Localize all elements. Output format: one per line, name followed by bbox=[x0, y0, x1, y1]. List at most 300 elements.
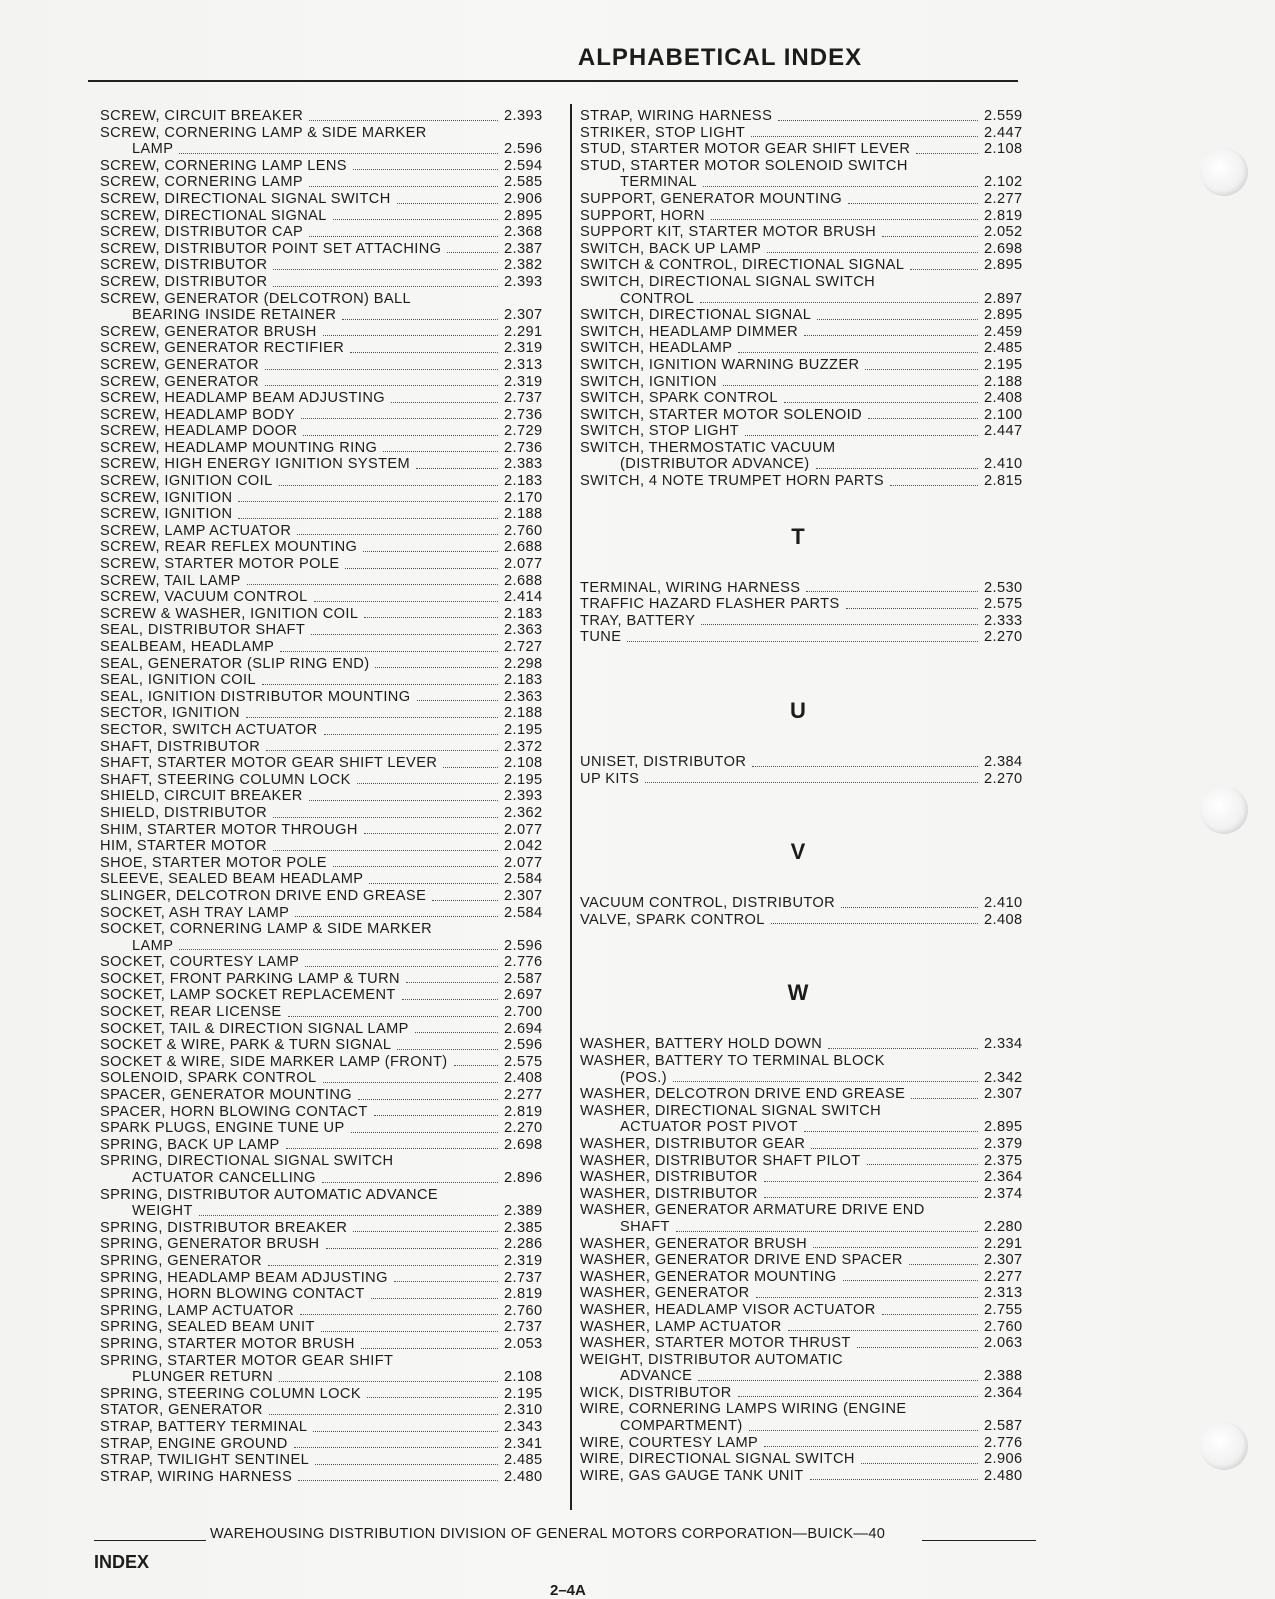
entry-name: SCREW, STARTER MOTOR POLE bbox=[100, 556, 340, 573]
leader-dots bbox=[333, 217, 498, 220]
entry-name: SPRING, STARTER MOTOR GEAR SHIFT bbox=[100, 1352, 394, 1369]
entry-name: SHAFT, STEERING COLUMN LOCK bbox=[100, 771, 351, 788]
index-entry bbox=[580, 1086, 1036, 1103]
index-entry bbox=[100, 208, 556, 225]
entry-name: SOCKET, TAIL & DIRECTION SIGNAL LAMP bbox=[100, 1020, 409, 1037]
entry-name: TRAFFIC HAZARD FLASHER PARTS bbox=[580, 596, 840, 613]
column-divider bbox=[570, 104, 572, 1510]
entry-name: STRAP, TWILIGHT SENTINEL bbox=[100, 1452, 310, 1469]
index-entry bbox=[100, 722, 556, 739]
leader-dots bbox=[784, 400, 978, 403]
section-letter-v: V bbox=[790, 839, 806, 865]
index-entry bbox=[100, 257, 556, 274]
index-entry bbox=[580, 1352, 1036, 1385]
leader-dots bbox=[771, 921, 978, 924]
entry-name: SPRING, STEERING COLUMN LOCK bbox=[100, 1385, 361, 1402]
entry-name: STRAP, WIRING HARNESS bbox=[100, 1468, 293, 1485]
leader-dots bbox=[322, 1180, 498, 1183]
leader-dots bbox=[738, 1394, 978, 1397]
entry-name: SWITCH, HEADLAMP bbox=[580, 340, 733, 357]
entry-name: SCREW, CORNERING LAMP & SIDE MARKER bbox=[100, 124, 427, 141]
leader-dots bbox=[806, 589, 978, 592]
entry-page: 2.819 bbox=[504, 1103, 543, 1120]
entry-name: SPRING, HORN BLOWING CONTACT bbox=[100, 1286, 365, 1303]
leader-dots bbox=[303, 433, 498, 436]
entry-name: SCREW, DIRECTIONAL SIGNAL SWITCH bbox=[100, 190, 391, 207]
entry-name: SCREW, IGNITION COIL bbox=[100, 473, 273, 490]
entry-page: 2.077 bbox=[504, 854, 543, 871]
entry-name: SPRING, DISTRIBUTOR AUTOMATIC ADVANCE bbox=[100, 1186, 439, 1203]
leader-dots bbox=[676, 1229, 978, 1232]
index-entry bbox=[580, 754, 1036, 771]
leader-dots bbox=[443, 765, 498, 768]
index-entry bbox=[580, 613, 1036, 630]
section-s-list bbox=[580, 108, 1036, 490]
leader-dots bbox=[406, 980, 498, 983]
leader-dots bbox=[911, 1096, 978, 1099]
entry-name: SCREW, GENERATOR (DELCOTRON) BALL bbox=[100, 290, 412, 307]
entry-page: 2.052 bbox=[984, 224, 1023, 241]
leader-dots bbox=[333, 864, 498, 867]
entry-name: STRAP, WIRING HARNESS bbox=[580, 108, 773, 124]
entry-page: 2.183 bbox=[504, 605, 543, 622]
entry-name: SCREW, CORNERING LAMP bbox=[100, 174, 304, 191]
index-entry bbox=[100, 905, 556, 922]
index-entry bbox=[100, 241, 556, 258]
index-entry bbox=[580, 895, 1036, 912]
index-entry bbox=[100, 340, 556, 357]
entry-name: TUNE bbox=[580, 629, 622, 646]
entry-name: WASHER, HEADLAMP VISOR ACTUATOR bbox=[580, 1301, 876, 1318]
index-entry bbox=[100, 639, 556, 656]
leader-dots bbox=[288, 1014, 498, 1017]
entry-name: SCREW, HEADLAMP BODY bbox=[100, 406, 296, 423]
entry-page: 2.819 bbox=[984, 207, 1023, 224]
entry-page: 2.596 bbox=[504, 141, 543, 158]
index-entry bbox=[580, 1401, 1036, 1434]
index-entry bbox=[580, 1335, 1036, 1352]
entry-name: UP KITS bbox=[580, 770, 640, 787]
entry-page: 2.897 bbox=[984, 290, 1023, 307]
leader-dots bbox=[324, 732, 498, 735]
entry-name: UNISET, DISTRIBUTOR bbox=[580, 754, 747, 771]
index-entry bbox=[100, 888, 556, 905]
leader-dots bbox=[698, 1378, 978, 1381]
entry-name: SPRING, LAMP ACTUATOR bbox=[100, 1302, 295, 1319]
section-w-list bbox=[580, 1036, 1036, 1484]
leader-dots bbox=[326, 1246, 499, 1249]
entry-page: 2.372 bbox=[504, 738, 543, 755]
leader-dots bbox=[265, 383, 498, 386]
leader-dots bbox=[286, 1146, 498, 1149]
index-entry bbox=[580, 1468, 1036, 1485]
index-entry bbox=[580, 1302, 1036, 1319]
index-entry bbox=[100, 407, 556, 424]
index-entry bbox=[580, 1236, 1036, 1253]
leader-dots bbox=[857, 1345, 978, 1348]
entry-page: 2.100 bbox=[984, 406, 1023, 423]
entry-name: SEAL, GENERATOR (SLIP RING END) bbox=[100, 655, 370, 672]
index-entry bbox=[100, 606, 556, 623]
leader-dots bbox=[804, 1129, 978, 1132]
leader-dots bbox=[301, 416, 498, 419]
index-entry bbox=[100, 191, 556, 208]
index-entry bbox=[580, 1385, 1036, 1402]
entry-name: SPACER, GENERATOR MOUNTING bbox=[100, 1087, 353, 1104]
title-rule bbox=[88, 80, 1018, 82]
leader-dots bbox=[828, 1046, 978, 1049]
leader-dots bbox=[364, 831, 498, 834]
leader-dots bbox=[374, 1113, 498, 1116]
page-title: ALPHABETICAL INDEX bbox=[577, 44, 863, 71]
entry-page: 2.737 bbox=[504, 1269, 543, 1286]
leader-dots bbox=[816, 466, 979, 469]
entry-page: 2.410 bbox=[984, 895, 1023, 912]
leader-dots bbox=[749, 1428, 978, 1431]
entry-page: 2.459 bbox=[984, 323, 1023, 340]
index-entry bbox=[580, 1202, 1036, 1235]
entry-page: 2.374 bbox=[984, 1185, 1023, 1202]
leader-dots bbox=[323, 333, 498, 336]
entry-name: SPRING, BACK UP LAMP bbox=[100, 1136, 280, 1153]
entry-name: SCREW, DISTRIBUTOR bbox=[100, 257, 268, 274]
entry-page: 2.195 bbox=[504, 1385, 543, 1402]
leader-dots bbox=[397, 201, 498, 204]
entry-name: TRAY, BATTERY bbox=[580, 612, 696, 629]
index-entry bbox=[100, 871, 556, 888]
entry-name: STRAP, BATTERY TERMINAL bbox=[100, 1418, 308, 1435]
leader-dots bbox=[910, 267, 978, 270]
leader-dots bbox=[397, 1047, 498, 1050]
leader-dots bbox=[764, 1179, 978, 1182]
entry-page: 2.698 bbox=[984, 240, 1023, 257]
entry-name: SPRING, GENERATOR bbox=[100, 1252, 262, 1269]
leader-dots bbox=[846, 606, 978, 609]
entry-name: SCREW, HEADLAMP DOOR bbox=[100, 423, 298, 440]
entry-page: 2.530 bbox=[984, 579, 1023, 596]
section-letter-t: T bbox=[791, 523, 805, 549]
index-entry bbox=[100, 324, 556, 341]
entry-name: WASHER, STARTER MOTOR THRUST bbox=[580, 1335, 851, 1352]
entry-page: 2.480 bbox=[984, 1467, 1023, 1484]
leader-dots bbox=[391, 400, 498, 403]
leader-dots bbox=[179, 151, 498, 154]
index-entry bbox=[100, 689, 556, 706]
leader-dots bbox=[342, 317, 498, 320]
index-entry bbox=[580, 629, 1036, 646]
leader-dots bbox=[383, 449, 498, 452]
entry-page: 2.307 bbox=[504, 307, 543, 324]
leader-dots bbox=[767, 250, 978, 253]
entry-page: 2.587 bbox=[504, 970, 543, 987]
entry-name: SHIELD, CIRCUIT BREAKER bbox=[100, 788, 303, 805]
entry-page: 2.760 bbox=[504, 522, 543, 539]
entry-page: 2.480 bbox=[504, 1468, 543, 1485]
index-entry bbox=[100, 174, 556, 191]
entry-name: SWITCH, HEADLAMP DIMMER bbox=[580, 323, 799, 340]
index-entry bbox=[100, 390, 556, 407]
index-entry bbox=[100, 1286, 556, 1303]
leader-dots bbox=[238, 499, 498, 502]
index-entry bbox=[580, 141, 1036, 158]
entry-name: SECTOR, SWITCH ACTUATOR bbox=[100, 721, 318, 738]
index-entry bbox=[580, 257, 1036, 274]
entry-continuation: SHAFT bbox=[620, 1218, 670, 1235]
entry-page: 2.388 bbox=[984, 1368, 1023, 1385]
leader-dots bbox=[309, 234, 498, 237]
entry-page: 2.727 bbox=[504, 639, 543, 655]
entry-name: SWITCH, DIRECTIONAL SIGNAL SWITCH bbox=[580, 273, 876, 290]
entry-name: WEIGHT, DISTRIBUTOR AUTOMATIC bbox=[580, 1351, 843, 1368]
entry-name: TERMINAL, WIRING HARNESS bbox=[580, 579, 801, 596]
leader-dots bbox=[273, 284, 498, 287]
leader-dots bbox=[841, 905, 978, 908]
entry-name: HIM, STARTER MOTOR bbox=[100, 838, 267, 855]
index-entry bbox=[580, 771, 1036, 788]
entry-page: 2.362 bbox=[504, 804, 543, 821]
entry-page: 2.108 bbox=[504, 755, 543, 772]
leader-dots bbox=[262, 682, 498, 685]
leader-dots bbox=[417, 698, 499, 701]
entry-page: 2.195 bbox=[504, 721, 543, 738]
index-entry bbox=[580, 912, 1036, 929]
entry-page: 2.895 bbox=[984, 1119, 1023, 1136]
entry-name: SCREW & WASHER, IGNITION COIL bbox=[100, 605, 359, 622]
leader-dots bbox=[353, 167, 498, 170]
leader-dots bbox=[804, 333, 978, 336]
leader-dots bbox=[788, 1328, 978, 1331]
entry-name: SUPPORT KIT, STARTER MOTOR BRUSH bbox=[580, 224, 877, 241]
entry-page: 2.755 bbox=[984, 1301, 1023, 1318]
entry-page: 2.307 bbox=[984, 1252, 1023, 1269]
entry-continuation: COMPARTMENT) bbox=[620, 1418, 743, 1435]
entry-name: SPRING, HEADLAMP BEAM ADJUSTING bbox=[100, 1269, 388, 1286]
leader-dots bbox=[627, 639, 978, 642]
entry-name: SWITCH, STARTER MOTOR SOLENOID bbox=[580, 406, 863, 423]
leader-dots bbox=[246, 715, 498, 718]
entry-page: 2.382 bbox=[504, 257, 543, 274]
index-entry bbox=[100, 1386, 556, 1403]
entry-page: 2.697 bbox=[504, 987, 543, 1004]
entry-name: WASHER, BATTERY TO TERMINAL BLOCK bbox=[580, 1053, 885, 1069]
entry-page: 2.270 bbox=[504, 1120, 543, 1137]
index-entry bbox=[100, 1137, 556, 1154]
index-entry bbox=[100, 423, 556, 440]
index-entry bbox=[100, 1270, 556, 1287]
entry-page: 2.410 bbox=[984, 456, 1023, 473]
entry-page: 2.042 bbox=[504, 838, 543, 855]
entry-page: 2.819 bbox=[504, 1286, 543, 1303]
entry-name: SCREW, DISTRIBUTOR bbox=[100, 273, 268, 290]
entry-page: 2.485 bbox=[504, 1452, 543, 1469]
entry-name: WIRE, COURTESY LAMP bbox=[580, 1434, 759, 1451]
leader-dots bbox=[865, 367, 978, 370]
entry-page: 2.270 bbox=[984, 629, 1023, 646]
leader-dots bbox=[843, 1278, 978, 1281]
entry-name: WASHER, BATTERY HOLD DOWN bbox=[580, 1036, 823, 1053]
index-entry bbox=[100, 523, 556, 540]
entry-page: 2.291 bbox=[984, 1235, 1023, 1252]
index-entry bbox=[100, 357, 556, 374]
entry-name: SPRING, DIRECTIONAL SIGNAL SWITCH bbox=[100, 1153, 394, 1170]
index-entry bbox=[580, 108, 1036, 125]
index-entry bbox=[580, 1252, 1036, 1269]
entry-page: 2.319 bbox=[504, 340, 543, 357]
entry-page: 2.270 bbox=[984, 770, 1023, 787]
entry-name: WASHER, GENERATOR BRUSH bbox=[580, 1235, 808, 1252]
index-entry bbox=[100, 954, 556, 971]
entry-page: 2.760 bbox=[984, 1318, 1023, 1335]
index-entry bbox=[580, 1169, 1036, 1186]
index-entry bbox=[100, 772, 556, 789]
index-entry bbox=[580, 580, 1036, 597]
entry-continuation: ACTUATOR POST PIVOT bbox=[620, 1119, 798, 1136]
entry-name: WASHER, DISTRIBUTOR SHAFT PILOT bbox=[580, 1152, 861, 1169]
entry-name: SEALBEAM, HEADLAMP bbox=[100, 639, 275, 655]
index-entry bbox=[100, 1153, 556, 1186]
entry-continuation: PLUNGER RETURN bbox=[132, 1369, 274, 1386]
entry-page: 2.737 bbox=[504, 1319, 543, 1336]
entry-page: 2.408 bbox=[984, 911, 1023, 928]
entry-name: WICK, DISTRIBUTOR bbox=[580, 1384, 732, 1401]
index-entry bbox=[580, 1435, 1036, 1452]
index-entry bbox=[100, 1004, 556, 1021]
leader-dots bbox=[273, 848, 498, 851]
index-entry bbox=[580, 1451, 1036, 1468]
index-entry bbox=[100, 705, 556, 722]
leader-dots bbox=[297, 532, 498, 535]
leader-dots bbox=[394, 1279, 498, 1282]
entry-name: SCREW, IGNITION bbox=[100, 489, 233, 506]
entry-name: SCREW, TAIL LAMP bbox=[100, 572, 241, 589]
index-entry bbox=[580, 440, 1036, 473]
index-entry bbox=[580, 1285, 1036, 1302]
leader-dots bbox=[882, 234, 978, 237]
entry-page: 2.485 bbox=[984, 340, 1023, 357]
page-number: 2–4A bbox=[550, 1582, 586, 1599]
index-entry bbox=[100, 291, 556, 324]
index-entry bbox=[580, 340, 1036, 357]
entry-page: 2.310 bbox=[504, 1402, 543, 1419]
entry-page: 2.393 bbox=[504, 273, 543, 290]
entry-continuation: (POS.) bbox=[620, 1069, 667, 1086]
entry-page: 2.307 bbox=[504, 887, 543, 904]
leader-dots bbox=[357, 781, 498, 784]
leader-dots bbox=[309, 118, 498, 121]
entry-continuation: ADVANCE bbox=[620, 1368, 693, 1385]
entry-page: 2.077 bbox=[504, 821, 543, 838]
leader-dots bbox=[311, 632, 498, 635]
entry-name: SCREW, DIRECTIONAL SIGNAL bbox=[100, 207, 327, 224]
entry-page: 2.584 bbox=[504, 904, 543, 921]
entry-name: WIRE, GAS GAUGE TANK UNIT bbox=[580, 1467, 804, 1484]
entry-page: 2.736 bbox=[504, 406, 543, 423]
entry-name: WASHER, GENERATOR DRIVE END SPACER bbox=[580, 1252, 903, 1269]
leader-dots bbox=[703, 184, 978, 187]
leader-dots bbox=[238, 516, 498, 519]
entry-page: 2.700 bbox=[504, 1004, 543, 1021]
leader-dots bbox=[745, 433, 978, 436]
leader-dots bbox=[890, 483, 978, 486]
entry-name: SLINGER, DELCOTRON DRIVE END GREASE bbox=[100, 887, 427, 904]
entry-name: SWITCH, IGNITION bbox=[580, 373, 717, 390]
leader-dots bbox=[363, 549, 498, 552]
entry-page: 2.102 bbox=[984, 174, 1023, 191]
entry-name: SOLENOID, SPARK CONTROL bbox=[100, 1070, 317, 1087]
entry-name: SOCKET, LAMP SOCKET REPLACEMENT bbox=[100, 987, 396, 1004]
index-entry bbox=[100, 158, 556, 175]
index-entry bbox=[100, 739, 556, 756]
entry-name: WASHER, DISTRIBUTOR bbox=[580, 1169, 758, 1186]
entry-name: WASHER, DISTRIBUTOR bbox=[580, 1185, 758, 1202]
entry-name: SCREW, DISTRIBUTOR POINT SET ATTACHING bbox=[100, 240, 442, 257]
leader-dots bbox=[273, 267, 498, 270]
entry-name: SOCKET, COURTESY LAMP bbox=[100, 954, 300, 971]
index-entry bbox=[580, 1269, 1036, 1286]
leader-dots bbox=[321, 1329, 498, 1332]
index-entry bbox=[580, 241, 1036, 258]
index-entry bbox=[580, 1153, 1036, 1170]
entry-page: 2.896 bbox=[504, 1170, 543, 1186]
leader-dots bbox=[315, 1462, 498, 1465]
entry-page: 2.363 bbox=[504, 622, 543, 639]
section-v-list bbox=[580, 895, 1036, 928]
entry-page: 2.319 bbox=[504, 373, 543, 390]
entry-continuation: (DISTRIBUTOR ADVANCE) bbox=[620, 456, 810, 473]
index-entry bbox=[100, 656, 556, 673]
entry-page: 2.291 bbox=[504, 323, 543, 340]
entry-page: 2.447 bbox=[984, 423, 1023, 440]
leader-dots bbox=[738, 350, 978, 353]
entry-name: VACUUM CONTROL, DISTRIBUTOR bbox=[580, 895, 836, 912]
section-letter-w: W bbox=[787, 980, 809, 1006]
entry-name: SCREW, CORNERING LAMP LENS bbox=[100, 157, 347, 174]
index-entry bbox=[100, 838, 556, 855]
entry-name: STUD, STARTER MOTOR GEAR SHIFT LEVER bbox=[580, 141, 911, 158]
index-entry bbox=[100, 224, 556, 241]
index-entry bbox=[100, 440, 556, 457]
leader-dots bbox=[300, 1312, 498, 1315]
entry-page: 2.375 bbox=[984, 1152, 1023, 1169]
leader-dots bbox=[778, 118, 978, 121]
leader-dots bbox=[369, 881, 498, 884]
entry-page: 2.383 bbox=[504, 456, 543, 473]
index-entry bbox=[580, 191, 1036, 208]
index-entry bbox=[100, 1120, 556, 1137]
index-entry bbox=[580, 125, 1036, 142]
index-entry bbox=[580, 208, 1036, 225]
entry-page: 2.363 bbox=[504, 688, 543, 705]
entry-name: WASHER, GENERATOR MOUNTING bbox=[580, 1268, 837, 1285]
entry-name: STATOR, GENERATOR bbox=[100, 1402, 263, 1419]
section-t-list bbox=[580, 580, 1036, 646]
entry-page: 2.307 bbox=[984, 1086, 1023, 1103]
section-label: INDEX bbox=[94, 1552, 150, 1572]
index-entry bbox=[100, 556, 556, 573]
entry-name: SECTOR, IGNITION bbox=[100, 705, 240, 722]
index-entry bbox=[100, 456, 556, 473]
leader-dots bbox=[323, 1080, 498, 1083]
entry-name: SCREW, HEADLAMP BEAM ADJUSTING bbox=[100, 390, 386, 407]
entry-page: 2.280 bbox=[984, 1218, 1023, 1235]
entry-page: 2.760 bbox=[504, 1302, 543, 1319]
index-entry bbox=[580, 1319, 1036, 1336]
entry-name: SEAL, DISTRIBUTOR SHAFT bbox=[100, 622, 306, 639]
entry-name: WASHER, LAMP ACTUATOR bbox=[580, 1318, 782, 1335]
entry-name: SCREW, GENERATOR RECTIFIER bbox=[100, 340, 345, 357]
entry-name: SWITCH, STOP LIGHT bbox=[580, 423, 740, 440]
leader-dots bbox=[868, 416, 978, 419]
